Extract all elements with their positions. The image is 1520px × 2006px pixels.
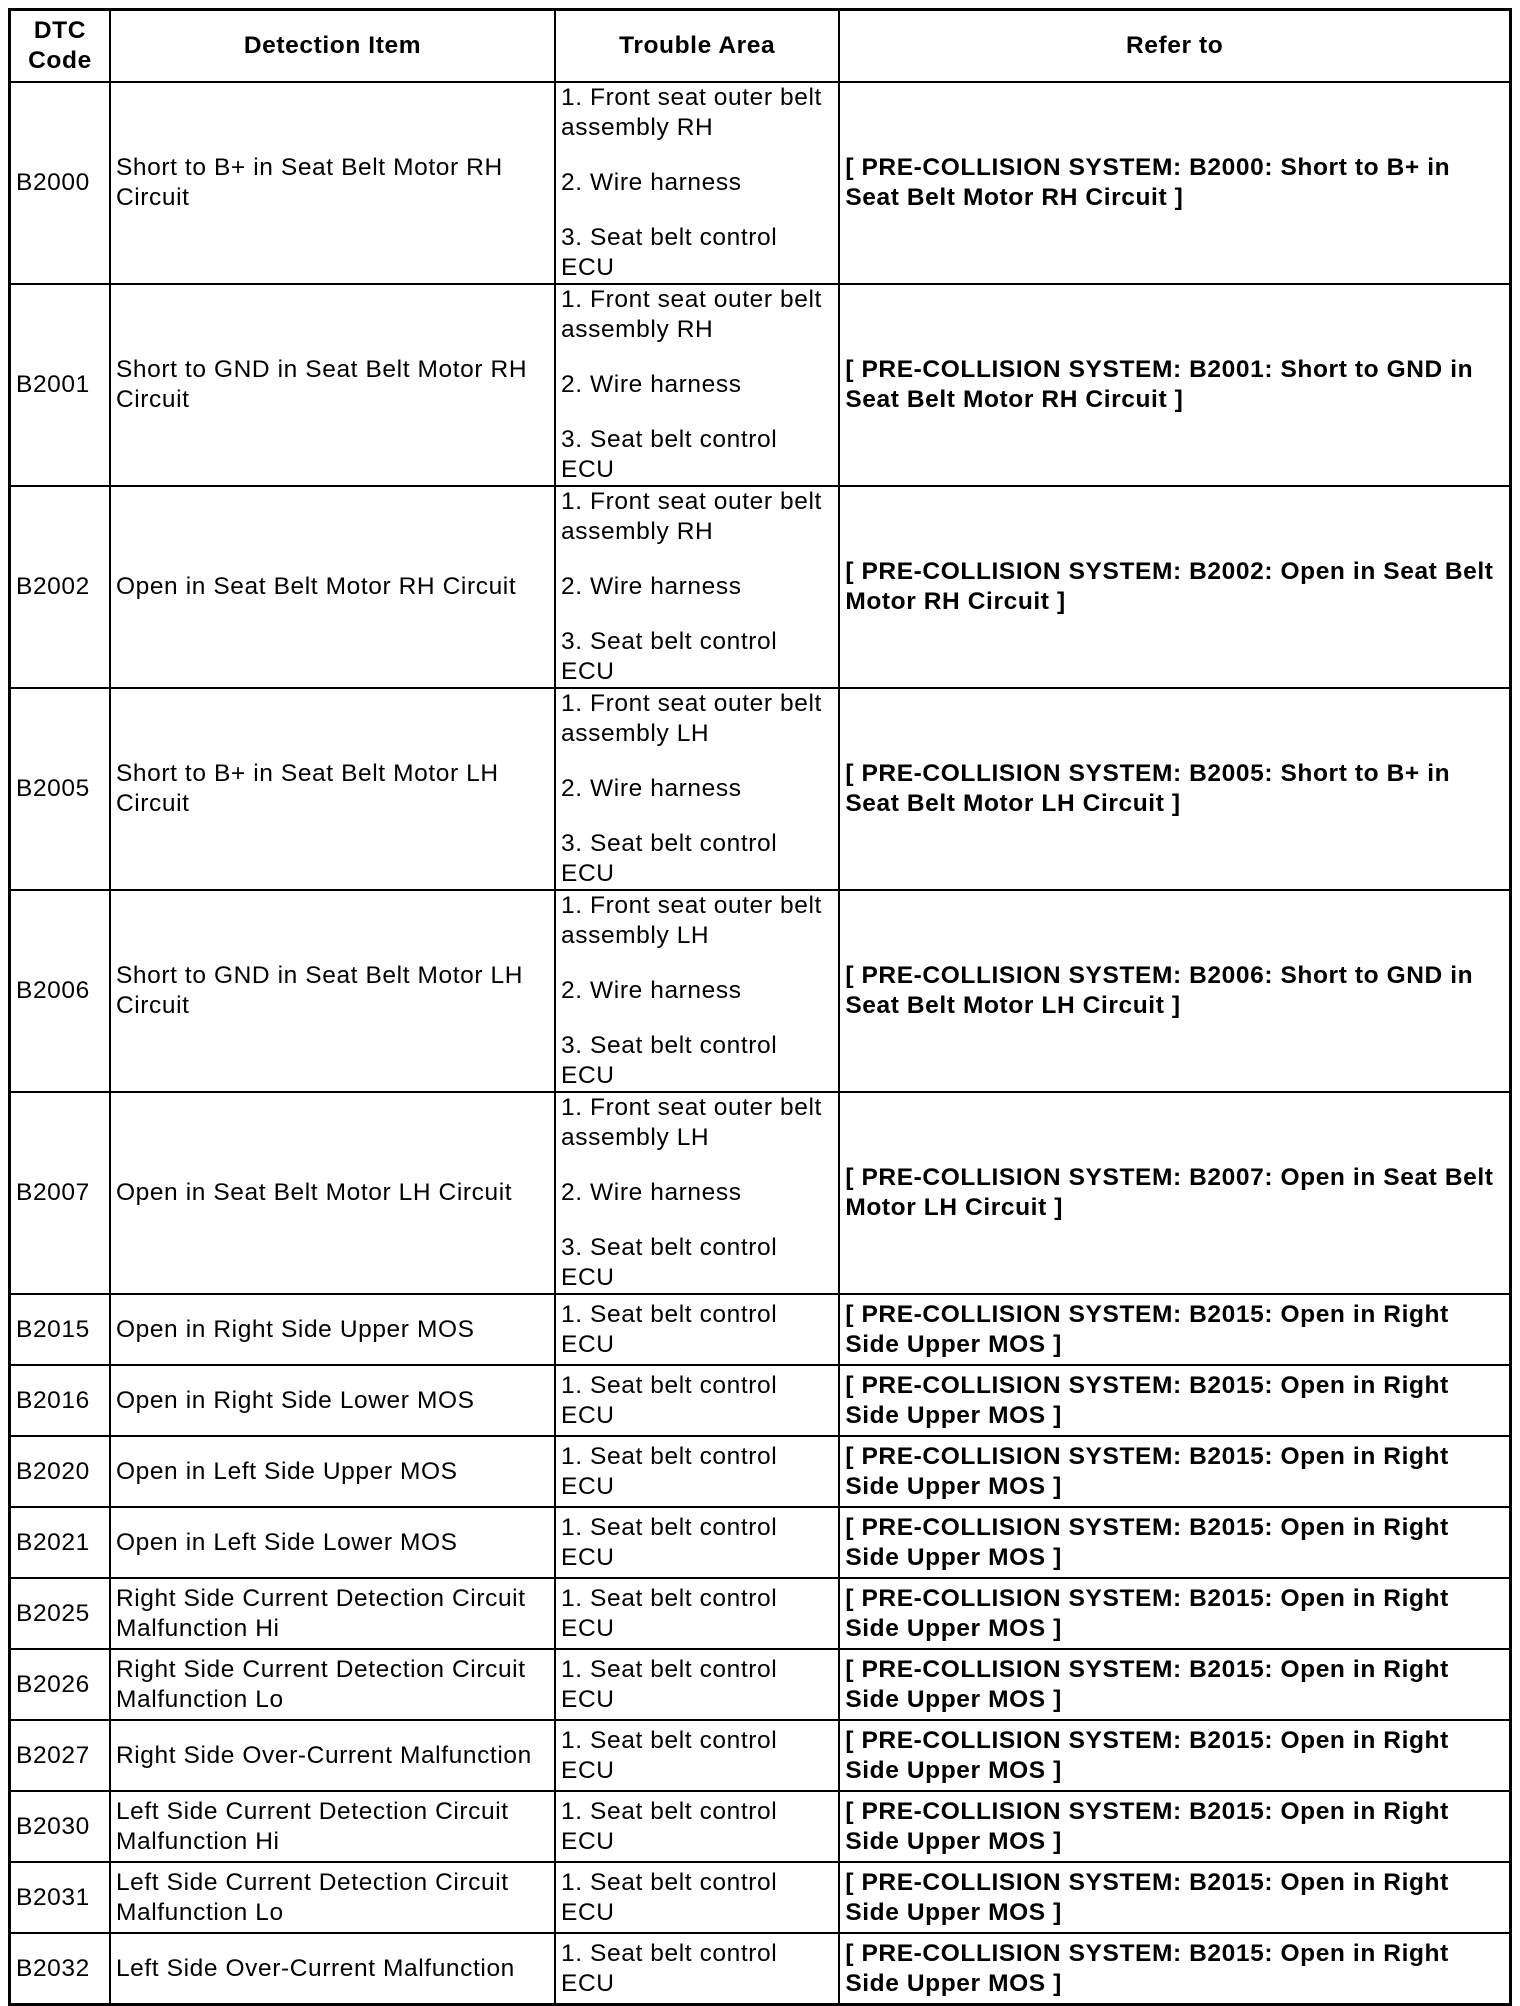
- refer-to-link[interactable]: [ PRE-COLLISION SYSTEM: B2015: Open in Right Side Upper MOS ]: [839, 1862, 1510, 1933]
- trouble-area-cell: 1. Seat belt control ECU: [555, 1436, 839, 1507]
- trouble-area-cell: 1. Seat belt control ECU: [555, 1791, 839, 1862]
- refer-to-link[interactable]: [ PRE-COLLISION SYSTEM: B2015: Open in Right Side Upper MOS ]: [839, 1365, 1510, 1436]
- dtc-code-cell: B2021: [10, 1507, 110, 1578]
- refer-to-link[interactable]: [ PRE-COLLISION SYSTEM: B2015: Open in Right Side Upper MOS ]: [839, 1578, 1510, 1649]
- trouble-area-line: 2. Wire harness: [561, 573, 742, 600]
- detection-item-cell: Short to GND in Seat Belt Motor RH Circuit: [110, 284, 555, 486]
- refer-to-link[interactable]: [ PRE-COLLISION SYSTEM: B2015: Open in Right Side Upper MOS ]: [839, 1791, 1510, 1862]
- trouble-area-line: 3. Seat belt control ECU: [561, 224, 778, 281]
- dtc-code-cell: B2027: [10, 1720, 110, 1791]
- detection-item-cell: Right Side Over-Current Malfunction: [110, 1720, 555, 1791]
- trouble-area-cell: 1. Seat belt control ECU: [555, 1933, 839, 2005]
- table-row: [10, 1720, 1511, 1791]
- trouble-area-line: 2. Wire harness: [561, 1179, 742, 1206]
- refer-to-link[interactable]: [ PRE-COLLISION SYSTEM: B2002: Open in Seat Belt Motor RH Circuit ]: [839, 486, 1510, 688]
- table-row: [10, 1578, 1511, 1649]
- dtc-code-cell: B2002: [10, 486, 110, 688]
- trouble-area-line: 1. Front seat outer belt assembly LH: [561, 1094, 822, 1151]
- trouble-area-line: 3. Seat belt control ECU: [561, 1032, 778, 1089]
- detection-item-cell: Left Side Current Detection Circuit Malfunction Hi: [110, 1791, 555, 1862]
- detection-item-cell: Short to B+ in Seat Belt Motor LH Circuit: [110, 688, 555, 890]
- trouble-area-line: 2. Wire harness: [561, 775, 742, 802]
- detection-item-cell: Short to B+ in Seat Belt Motor RH Circuit: [110, 82, 555, 284]
- detection-item-cell: Left Side Over-Current Malfunction: [110, 1933, 555, 2005]
- detection-item-cell: Open in Right Side Upper MOS: [110, 1294, 555, 1365]
- detection-item-cell: Open in Seat Belt Motor LH Circuit: [110, 1092, 555, 1294]
- detection-item-cell: Open in Seat Belt Motor RH Circuit: [110, 486, 555, 688]
- table-row: [10, 82, 1511, 284]
- trouble-area-line: 1. Front seat outer belt assembly RH: [561, 488, 822, 545]
- header-dtc-line2: Code: [28, 47, 92, 74]
- table-row: [10, 1862, 1511, 1933]
- trouble-area-cell: 1. Seat belt control ECU: [555, 1294, 839, 1365]
- trouble-area-cell: 1. Seat belt control ECU: [555, 1862, 839, 1933]
- trouble-area-cell: [555, 688, 839, 890]
- detection-item-cell: Short to GND in Seat Belt Motor LH Circuit: [110, 890, 555, 1092]
- dtc-table-container: [8, 8, 1512, 2006]
- table-row: [10, 486, 1511, 688]
- table-row: [10, 890, 1511, 1092]
- dtc-table: [8, 8, 1512, 2006]
- trouble-area-line: 3. Seat belt control ECU: [561, 628, 778, 685]
- refer-to-link[interactable]: [ PRE-COLLISION SYSTEM: B2015: Open in Right Side Upper MOS ]: [839, 1294, 1510, 1365]
- trouble-area-line: 3. Seat belt control ECU: [561, 830, 778, 887]
- dtc-code-cell: B2030: [10, 1791, 110, 1862]
- dtc-code-cell: B2006: [10, 890, 110, 1092]
- refer-to-link[interactable]: [ PRE-COLLISION SYSTEM: B2015: Open in Right Side Upper MOS ]: [839, 1649, 1510, 1720]
- table-row: [10, 1507, 1511, 1578]
- trouble-area-line: 2. Wire harness: [561, 371, 742, 398]
- dtc-code-cell: B2007: [10, 1092, 110, 1294]
- dtc-code-cell: B2025: [10, 1578, 110, 1649]
- refer-to-link[interactable]: [ PRE-COLLISION SYSTEM: B2015: Open in Right Side Upper MOS ]: [839, 1933, 1510, 2005]
- trouble-area-line: 2. Wire harness: [561, 977, 742, 1004]
- dtc-code-cell: B2015: [10, 1294, 110, 1365]
- detection-item-cell: Right Side Current Detection Circuit Malfunction Hi: [110, 1578, 555, 1649]
- trouble-area-cell: [555, 82, 839, 284]
- dtc-code-cell: B2000: [10, 82, 110, 284]
- detection-item-cell: Right Side Current Detection Circuit Malfunction Lo: [110, 1649, 555, 1720]
- table-header-row: [10, 10, 1511, 83]
- trouble-area-cell: 1. Seat belt control ECU: [555, 1649, 839, 1720]
- header-detection-item: Detection Item: [110, 10, 555, 83]
- table-row: [10, 1294, 1511, 1365]
- refer-to-link[interactable]: [ PRE-COLLISION SYSTEM: B2006: Short to GND in Seat Belt Motor LH Circuit ]: [839, 890, 1510, 1092]
- dtc-code-cell: B2016: [10, 1365, 110, 1436]
- dtc-code-cell: B2001: [10, 284, 110, 486]
- table-row: [10, 1649, 1511, 1720]
- refer-to-link[interactable]: [ PRE-COLLISION SYSTEM: B2015: Open in Right Side Upper MOS ]: [839, 1436, 1510, 1507]
- trouble-area-line: 1. Front seat outer belt assembly LH: [561, 690, 822, 747]
- detection-item-cell: Open in Left Side Lower MOS: [110, 1507, 555, 1578]
- table-row: [10, 688, 1511, 890]
- dtc-code-cell: B2032: [10, 1933, 110, 2005]
- refer-to-link[interactable]: [ PRE-COLLISION SYSTEM: B2001: Short to GND in Seat Belt Motor RH Circuit ]: [839, 284, 1510, 486]
- table-row: [10, 1436, 1511, 1507]
- trouble-area-cell: 1. Seat belt control ECU: [555, 1507, 839, 1578]
- trouble-area-cell: [555, 1092, 839, 1294]
- table-row: [10, 284, 1511, 486]
- dtc-code-cell: B2031: [10, 1862, 110, 1933]
- trouble-area-line: 3. Seat belt control ECU: [561, 1234, 778, 1291]
- header-refer-to: Refer to: [839, 10, 1510, 83]
- dtc-code-cell: B2026: [10, 1649, 110, 1720]
- trouble-area-cell: 1. Seat belt control ECU: [555, 1720, 839, 1791]
- trouble-area-cell: 1. Seat belt control ECU: [555, 1365, 839, 1436]
- trouble-area-line: 3. Seat belt control ECU: [561, 426, 778, 483]
- header-dtc-line1: DTC: [33, 17, 87, 44]
- refer-to-link[interactable]: [ PRE-COLLISION SYSTEM: B2015: Open in Right Side Upper MOS ]: [839, 1507, 1510, 1578]
- table-row: [10, 1791, 1511, 1862]
- refer-to-link[interactable]: [ PRE-COLLISION SYSTEM: B2005: Short to B+ in Seat Belt Motor LH Circuit ]: [839, 688, 1510, 890]
- refer-to-link[interactable]: [ PRE-COLLISION SYSTEM: B2015: Open in Right Side Upper MOS ]: [839, 1720, 1510, 1791]
- trouble-area-cell: [555, 284, 839, 486]
- refer-to-link[interactable]: [ PRE-COLLISION SYSTEM: B2000: Short to B+ in Seat Belt Motor RH Circuit ]: [839, 82, 1510, 284]
- trouble-area-line: 1. Front seat outer belt assembly RH: [561, 286, 822, 343]
- header-trouble-area: Trouble Area: [555, 10, 839, 83]
- table-row: [10, 1092, 1511, 1294]
- dtc-code-cell: B2020: [10, 1436, 110, 1507]
- trouble-area-cell: 1. Seat belt control ECU: [555, 1578, 839, 1649]
- trouble-area-cell: [555, 890, 839, 1092]
- detection-item-cell: Open in Right Side Lower MOS: [110, 1365, 555, 1436]
- header-dtc-code: [10, 10, 110, 83]
- detection-item-cell: Open in Left Side Upper MOS: [110, 1436, 555, 1507]
- detection-item-cell: Left Side Current Detection Circuit Malfunction Lo: [110, 1862, 555, 1933]
- trouble-area-line: 1. Front seat outer belt assembly LH: [561, 892, 822, 949]
- table-row: [10, 1365, 1511, 1436]
- trouble-area-line: 1. Front seat outer belt assembly RH: [561, 84, 822, 141]
- table-row: [10, 1933, 1511, 2005]
- trouble-area-cell: [555, 486, 839, 688]
- trouble-area-line: 2. Wire harness: [561, 169, 742, 196]
- dtc-code-cell: B2005: [10, 688, 110, 890]
- refer-to-link[interactable]: [ PRE-COLLISION SYSTEM: B2007: Open in Seat Belt Motor LH Circuit ]: [839, 1092, 1510, 1294]
